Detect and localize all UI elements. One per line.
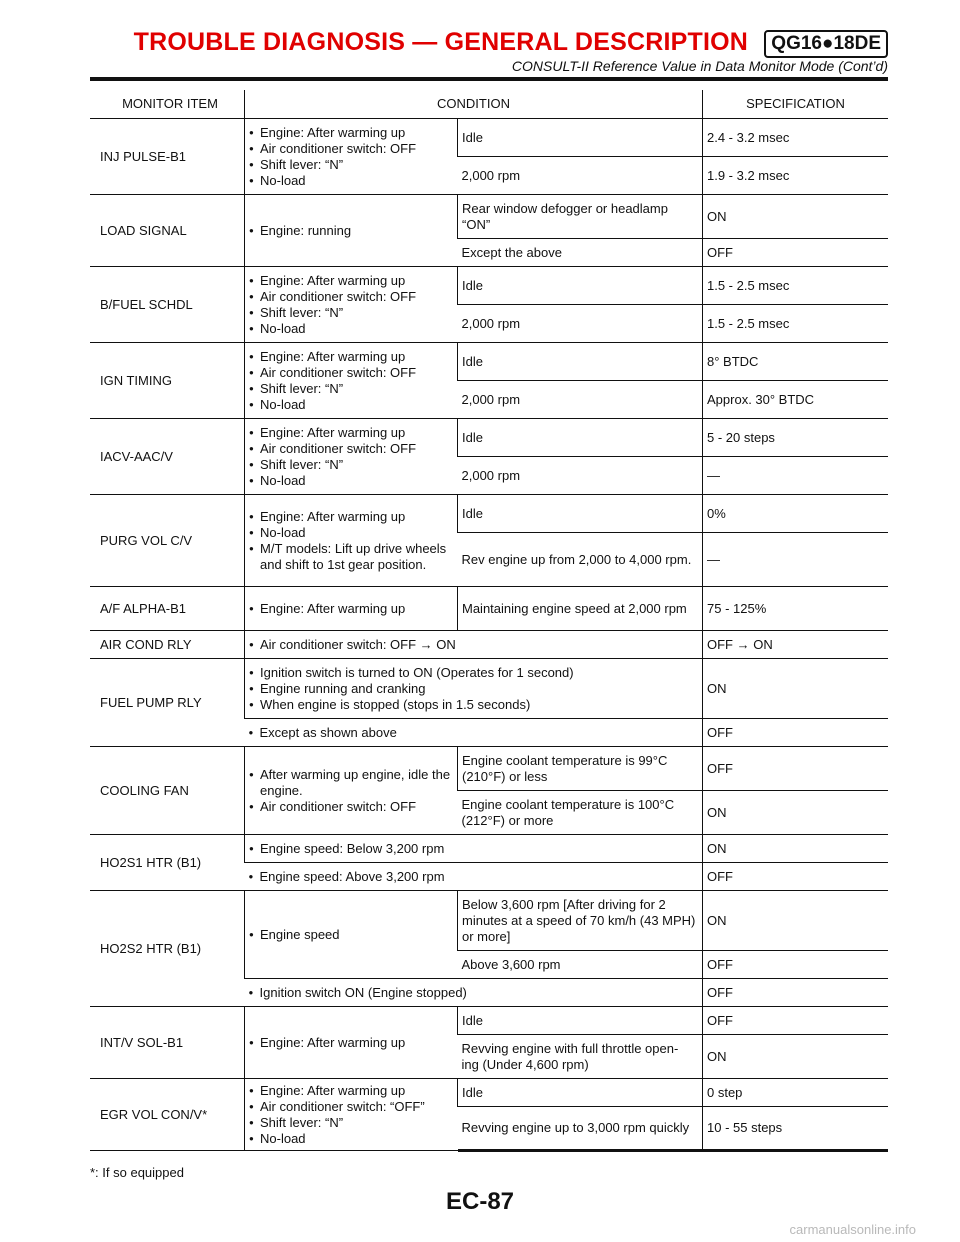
condition-bullet: ● Engine: After warming up bbox=[249, 1035, 453, 1051]
condition-cell bbox=[245, 195, 458, 267]
condition-bullet: ● Air conditioner switch: OFF bbox=[249, 799, 453, 815]
condition-bullet: ● No-load bbox=[249, 173, 453, 189]
table-row bbox=[90, 195, 888, 239]
sub-condition: Idle bbox=[458, 119, 703, 157]
header-rule bbox=[90, 77, 888, 81]
condition-cell bbox=[245, 891, 458, 979]
condition-bullet: ● No-load bbox=[249, 321, 453, 337]
specification: 0% bbox=[703, 495, 889, 533]
monitor-item: INJ PULSE-B1 bbox=[90, 119, 245, 195]
specification: 8° BTDC bbox=[703, 343, 889, 381]
table-header-row bbox=[90, 90, 888, 119]
condition-bullet: ● Engine: After warming up bbox=[249, 425, 453, 441]
specification: 0 step bbox=[703, 1079, 889, 1107]
condition-bullet: ● Except as shown above bbox=[249, 725, 699, 741]
monitor-item: PURG VOL C/V bbox=[90, 495, 245, 587]
specification: 5 - 20 steps bbox=[703, 419, 889, 457]
sub-condition: 2,000 rpm bbox=[458, 457, 703, 495]
sub-condition: Revving engine with full throttle open- ing (Under 4,600 rpm) bbox=[458, 1035, 703, 1079]
sub-condition: Revving engine up to 3,000 rpm quickly bbox=[458, 1107, 703, 1151]
monitor-item: HO2S2 HTR (B1) bbox=[90, 891, 245, 1007]
condition-bullet: ● Ignition switch ON (Engine stopped) bbox=[249, 985, 699, 1001]
condition-bullet: ● After warming up engine, idle the engine. bbox=[249, 767, 453, 799]
monitor-item: COOLING FAN bbox=[90, 747, 245, 835]
condition-bullet: ● Engine running and cranking bbox=[249, 681, 698, 697]
table-row bbox=[90, 343, 888, 381]
monitor-item: IGN TIMING bbox=[90, 343, 245, 419]
condition-bullet: ● Engine: After warming up bbox=[249, 349, 453, 365]
sub-condition: Rear window defogger or headlamp “ON” bbox=[458, 195, 703, 239]
sub-condition: Engine coolant temperature is 99°C (210°F) or less bbox=[458, 747, 703, 791]
sub-condition: 2,000 rpm bbox=[458, 157, 703, 195]
condition-bullet: ● Engine: After warming up bbox=[249, 273, 453, 289]
table-row bbox=[90, 891, 888, 951]
condition-bullet: ● No-load bbox=[249, 1131, 453, 1147]
condition-bullet: ● Engine: After warming up bbox=[249, 1083, 453, 1099]
condition-cell bbox=[245, 747, 458, 835]
specification: OFF bbox=[703, 863, 889, 891]
specification: OFF bbox=[703, 951, 889, 979]
monitor-item: HO2S1 HTR (B1) bbox=[90, 835, 245, 891]
sub-condition: Idle bbox=[458, 1007, 703, 1035]
specification: 1.5 - 2.5 msec bbox=[703, 305, 889, 343]
specification: OFF bbox=[703, 719, 889, 747]
condition-bullet: ● Engine speed: Above 3,200 rpm bbox=[249, 869, 699, 885]
condition-bullet: ● Air conditioner switch: OFF → ON bbox=[249, 637, 698, 653]
condition-bullet: ● Engine speed: Below 3,200 rpm bbox=[249, 841, 698, 857]
condition-bullet: ● Shift lever: “N” bbox=[249, 457, 453, 473]
sub-condition: Rev engine up from 2,000 to 4,000 rpm. bbox=[458, 533, 703, 587]
specification: — bbox=[703, 457, 889, 495]
condition-bullet: ● Shift lever: “N” bbox=[249, 157, 453, 173]
table-row bbox=[90, 119, 888, 157]
condition-cell bbox=[245, 343, 458, 419]
page-subtitle: CONSULT-II Reference Value in Data Monitor Mode (Cont’d) bbox=[511, 58, 888, 74]
specification: OFF → ON bbox=[703, 631, 889, 659]
sub-condition: Idle bbox=[458, 495, 703, 533]
condition-bullet: ● Shift lever: “N” bbox=[249, 1115, 453, 1131]
page-number: EC-87 bbox=[445, 1188, 515, 1215]
condition-bullet: ● Shift lever: “N” bbox=[249, 305, 453, 321]
condition-cell bbox=[245, 719, 703, 747]
condition-bullet: ● M/T models: Lift up drive wheels and shift to 1st gear position. bbox=[249, 541, 453, 573]
sub-condition: Idle bbox=[458, 267, 703, 305]
condition-bullet: ● Air conditioner switch: OFF bbox=[249, 141, 453, 157]
specification: 1.5 - 2.5 msec bbox=[703, 267, 889, 305]
sub-condition: Engine coolant temperature is 100°C (212°F) or more bbox=[458, 791, 703, 835]
condition-bullet: ● Air conditioner switch: “OFF” bbox=[249, 1099, 453, 1115]
condition-bullet: ● Engine: After warming up bbox=[249, 601, 453, 617]
monitor-item: EGR VOL CON/V* bbox=[90, 1079, 245, 1151]
condition-cell bbox=[245, 495, 458, 587]
specification: ON bbox=[703, 835, 889, 863]
sub-condition: 2,000 rpm bbox=[458, 305, 703, 343]
condition-cell bbox=[245, 979, 703, 1007]
specification: OFF bbox=[703, 1007, 889, 1035]
condition-cell bbox=[245, 631, 703, 659]
condition-bullet: ● No-load bbox=[249, 473, 453, 489]
condition-cell bbox=[245, 835, 703, 863]
table-row bbox=[90, 267, 888, 305]
table-row bbox=[90, 659, 888, 719]
specification: ON bbox=[703, 659, 889, 719]
sub-condition: Except the above bbox=[458, 239, 703, 267]
monitor-item: LOAD SIGNAL bbox=[90, 195, 245, 267]
sub-condition: Maintaining engine speed at 2,000 rpm bbox=[458, 587, 703, 631]
condition-bullet: ● No-load bbox=[249, 525, 453, 541]
condition-bullet: ● Engine speed bbox=[249, 927, 453, 943]
sub-condition: 2,000 rpm bbox=[458, 381, 703, 419]
specification: 10 - 55 steps bbox=[703, 1107, 889, 1151]
table-row bbox=[90, 631, 888, 659]
sub-condition: Idle bbox=[458, 1079, 703, 1107]
condition-bullet: ● When engine is stopped (stops in 1.5 seconds) bbox=[249, 697, 698, 713]
specification: ON bbox=[703, 195, 889, 239]
condition-cell bbox=[245, 1007, 458, 1079]
specification: ON bbox=[703, 1035, 889, 1079]
header-monitor-item: MONITOR ITEM bbox=[90, 90, 245, 119]
footnote: *: If so equipped bbox=[90, 1165, 184, 1180]
monitor-item: INT/V SOL-B1 bbox=[90, 1007, 245, 1079]
monitor-item: B/FUEL SCHDL bbox=[90, 267, 245, 343]
condition-bullet: ● Ignition switch is turned to ON (Operates for 1 second) bbox=[249, 665, 698, 681]
condition-cell bbox=[245, 863, 703, 891]
condition-bullet: ● Engine: After warming up bbox=[249, 125, 453, 141]
specification: 75 - 125% bbox=[703, 587, 889, 631]
table-row bbox=[90, 747, 888, 791]
specification: ON bbox=[703, 891, 889, 951]
condition-cell bbox=[245, 267, 458, 343]
condition-cell bbox=[245, 659, 703, 719]
monitor-item: FUEL PUMP RLY bbox=[90, 659, 245, 747]
specification: 2.4 - 3.2 msec bbox=[703, 119, 889, 157]
condition-bullet: ● Engine: After warming up bbox=[249, 509, 453, 525]
condition-bullet: ● Shift lever: “N” bbox=[249, 381, 453, 397]
condition-cell bbox=[245, 119, 458, 195]
table-row bbox=[90, 1007, 888, 1035]
monitor-item: A/F ALPHA-B1 bbox=[90, 587, 245, 631]
condition-bullet: ● No-load bbox=[249, 397, 453, 413]
condition-bullet: ● Air conditioner switch: OFF bbox=[249, 365, 453, 381]
table-row bbox=[90, 835, 888, 863]
header-condition: CONDITION bbox=[245, 90, 703, 119]
condition-cell bbox=[245, 1079, 458, 1151]
header-specification: SPECIFICATION bbox=[703, 90, 889, 119]
reference-value-table bbox=[90, 90, 888, 1152]
condition-cell bbox=[245, 419, 458, 495]
condition-bullet: ● Air conditioner switch: OFF bbox=[249, 289, 453, 305]
specification: Approx. 30° BTDC bbox=[703, 381, 889, 419]
monitor-item: IACV-AAC/V bbox=[90, 419, 245, 495]
sub-condition: Idle bbox=[458, 419, 703, 457]
specification: OFF bbox=[703, 747, 889, 791]
sub-condition: Below 3,600 rpm [After driving for 2 minutes at a speed of 70 km/h (43 MPH) or more] bbox=[458, 891, 703, 951]
monitor-item: AIR COND RLY bbox=[90, 631, 245, 659]
condition-bullet: ● Air conditioner switch: OFF bbox=[249, 441, 453, 457]
table-row bbox=[90, 495, 888, 533]
watermark: carmanualsonline.info bbox=[789, 1222, 916, 1237]
specification: OFF bbox=[703, 239, 889, 267]
specification: 1.9 - 3.2 msec bbox=[703, 157, 889, 195]
sub-condition: Above 3,600 rpm bbox=[458, 951, 703, 979]
table-row bbox=[90, 419, 888, 457]
page-title: TROUBLE DIAGNOSIS — GENERAL DESCRIPTION bbox=[133, 28, 748, 56]
condition-bullet: ● Engine: running bbox=[249, 223, 453, 239]
specification: — bbox=[703, 533, 889, 587]
condition-cell bbox=[245, 587, 458, 631]
specification: ON bbox=[703, 791, 889, 835]
engine-badge: QG16●18DE bbox=[764, 30, 888, 58]
table-row bbox=[90, 1079, 888, 1107]
table-row bbox=[90, 587, 888, 631]
sub-condition: Idle bbox=[458, 343, 703, 381]
specification: OFF bbox=[703, 979, 889, 1007]
